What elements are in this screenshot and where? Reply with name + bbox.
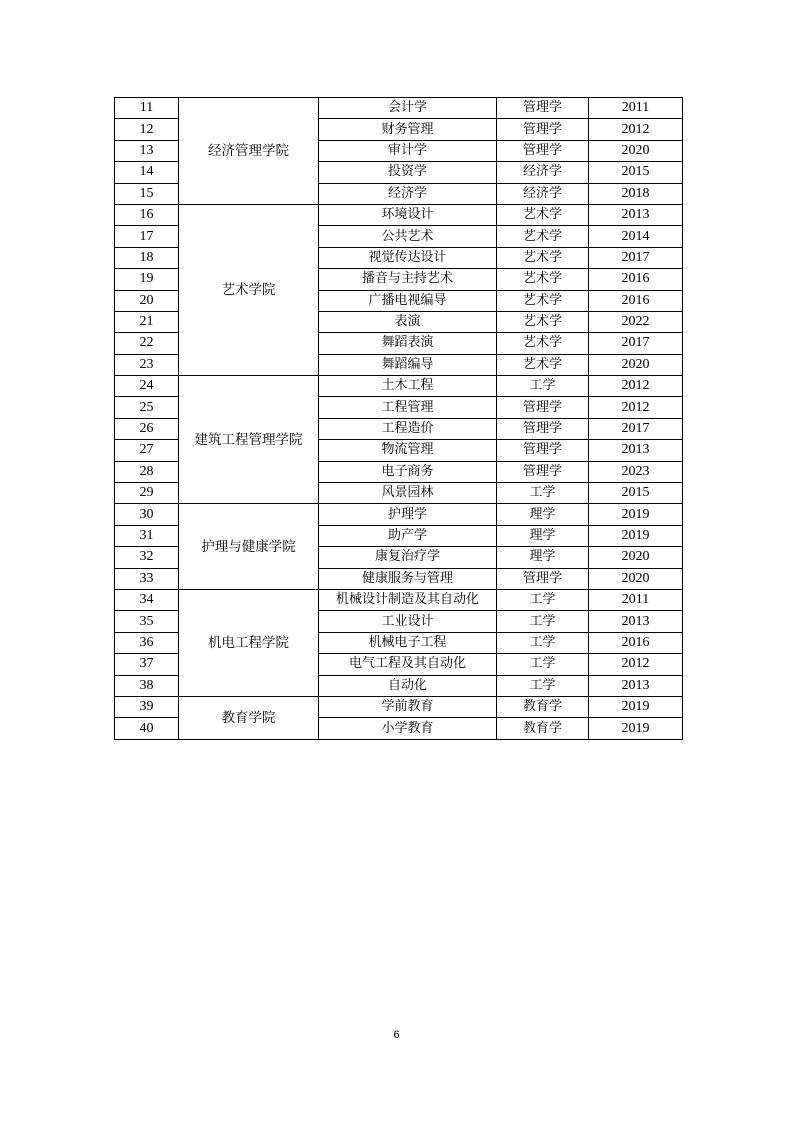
discipline-category-cell: 艺术学 <box>497 290 589 311</box>
serial-number-cell: 22 <box>115 333 179 354</box>
college-cell: 建筑工程管理学院 <box>179 376 319 504</box>
year-cell: 2013 <box>589 204 683 225</box>
discipline-category-cell: 经济学 <box>497 183 589 204</box>
major-cell: 健康服务与管理 <box>319 568 497 589</box>
discipline-category-cell: 工学 <box>497 654 589 675</box>
college-cell: 经济管理学院 <box>179 98 319 205</box>
major-cell: 小学教育 <box>319 718 497 739</box>
major-cell: 环境设计 <box>319 204 497 225</box>
year-cell: 2019 <box>589 718 683 739</box>
year-cell: 2015 <box>589 162 683 183</box>
serial-number-cell: 15 <box>115 183 179 204</box>
major-cell: 机械设计制造及其自动化 <box>319 589 497 610</box>
year-cell: 2019 <box>589 525 683 546</box>
year-cell: 2012 <box>589 376 683 397</box>
serial-number-cell: 18 <box>115 247 179 268</box>
year-cell: 2023 <box>589 461 683 482</box>
major-cell: 电气工程及其自动化 <box>319 654 497 675</box>
serial-number-cell: 27 <box>115 440 179 461</box>
major-cell: 审计学 <box>319 140 497 161</box>
year-cell: 2011 <box>589 589 683 610</box>
discipline-category-cell: 教育学 <box>497 696 589 717</box>
serial-number-cell: 32 <box>115 547 179 568</box>
serial-number-cell: 40 <box>115 718 179 739</box>
major-cell: 播音与主持艺术 <box>319 269 497 290</box>
serial-number-cell: 30 <box>115 504 179 525</box>
year-cell: 2016 <box>589 290 683 311</box>
discipline-category-cell: 工学 <box>497 632 589 653</box>
major-cell: 护理学 <box>319 504 497 525</box>
year-cell: 2020 <box>589 547 683 568</box>
serial-number-cell: 12 <box>115 119 179 140</box>
year-cell: 2017 <box>589 418 683 439</box>
major-cell: 风景园林 <box>319 483 497 504</box>
year-cell: 2013 <box>589 675 683 696</box>
discipline-category-cell: 工学 <box>497 611 589 632</box>
year-cell: 2019 <box>589 696 683 717</box>
year-cell: 2012 <box>589 119 683 140</box>
discipline-category-cell: 艺术学 <box>497 333 589 354</box>
discipline-category-cell: 管理学 <box>497 418 589 439</box>
majors-table-body <box>115 98 683 740</box>
serial-number-cell: 39 <box>115 696 179 717</box>
year-cell: 2016 <box>589 269 683 290</box>
table-row <box>115 98 683 119</box>
serial-number-cell: 14 <box>115 162 179 183</box>
college-cell: 机电工程学院 <box>179 589 319 696</box>
discipline-category-cell: 艺术学 <box>497 269 589 290</box>
discipline-category-cell: 艺术学 <box>497 247 589 268</box>
year-cell: 2013 <box>589 611 683 632</box>
serial-number-cell: 33 <box>115 568 179 589</box>
discipline-category-cell: 理学 <box>497 525 589 546</box>
serial-number-cell: 13 <box>115 140 179 161</box>
discipline-category-cell: 管理学 <box>497 461 589 482</box>
major-cell: 视觉传达设计 <box>319 247 497 268</box>
serial-number-cell: 17 <box>115 226 179 247</box>
discipline-category-cell: 工学 <box>497 675 589 696</box>
serial-number-cell: 34 <box>115 589 179 610</box>
major-cell: 工程造价 <box>319 418 497 439</box>
major-cell: 经济学 <box>319 183 497 204</box>
serial-number-cell: 19 <box>115 269 179 290</box>
major-cell: 助产学 <box>319 525 497 546</box>
discipline-category-cell: 艺术学 <box>497 354 589 375</box>
table-row <box>115 376 683 397</box>
serial-number-cell: 23 <box>115 354 179 375</box>
discipline-category-cell: 工学 <box>497 589 589 610</box>
serial-number-cell: 24 <box>115 376 179 397</box>
discipline-category-cell: 管理学 <box>497 440 589 461</box>
discipline-category-cell: 管理学 <box>497 140 589 161</box>
major-cell: 投资学 <box>319 162 497 183</box>
serial-number-cell: 25 <box>115 397 179 418</box>
major-cell: 学前教育 <box>319 696 497 717</box>
year-cell: 2017 <box>589 333 683 354</box>
major-cell: 财务管理 <box>319 119 497 140</box>
year-cell: 2020 <box>589 140 683 161</box>
discipline-category-cell: 工学 <box>497 483 589 504</box>
year-cell: 2017 <box>589 247 683 268</box>
serial-number-cell: 21 <box>115 311 179 332</box>
majors-table <box>114 97 683 740</box>
discipline-category-cell: 工学 <box>497 376 589 397</box>
discipline-category-cell: 经济学 <box>497 162 589 183</box>
year-cell: 2015 <box>589 483 683 504</box>
college-cell: 艺术学院 <box>179 204 319 375</box>
year-cell: 2018 <box>589 183 683 204</box>
discipline-category-cell: 艺术学 <box>497 311 589 332</box>
serial-number-cell: 28 <box>115 461 179 482</box>
major-cell: 康复治疗学 <box>319 547 497 568</box>
major-cell: 广播电视编导 <box>319 290 497 311</box>
major-cell: 土木工程 <box>319 376 497 397</box>
major-cell: 自动化 <box>319 675 497 696</box>
discipline-category-cell: 艺术学 <box>497 204 589 225</box>
serial-number-cell: 36 <box>115 632 179 653</box>
serial-number-cell: 20 <box>115 290 179 311</box>
table-row <box>115 204 683 225</box>
year-cell: 2012 <box>589 654 683 675</box>
major-cell: 表演 <box>319 311 497 332</box>
year-cell: 2020 <box>589 354 683 375</box>
year-cell: 2016 <box>589 632 683 653</box>
serial-number-cell: 11 <box>115 98 179 119</box>
table-row <box>115 696 683 717</box>
major-cell: 机械电子工程 <box>319 632 497 653</box>
discipline-category-cell: 理学 <box>497 547 589 568</box>
discipline-category-cell: 艺术学 <box>497 226 589 247</box>
major-cell: 工程管理 <box>319 397 497 418</box>
major-cell: 物流管理 <box>319 440 497 461</box>
major-cell: 公共艺术 <box>319 226 497 247</box>
year-cell: 2011 <box>589 98 683 119</box>
year-cell: 2019 <box>589 504 683 525</box>
serial-number-cell: 37 <box>115 654 179 675</box>
discipline-category-cell: 管理学 <box>497 119 589 140</box>
year-cell: 2020 <box>589 568 683 589</box>
year-cell: 2012 <box>589 397 683 418</box>
serial-number-cell: 38 <box>115 675 179 696</box>
major-cell: 会计学 <box>319 98 497 119</box>
discipline-category-cell: 理学 <box>497 504 589 525</box>
year-cell: 2022 <box>589 311 683 332</box>
major-cell: 电子商务 <box>319 461 497 482</box>
college-cell: 教育学院 <box>179 696 319 739</box>
year-cell: 2014 <box>589 226 683 247</box>
table-row <box>115 504 683 525</box>
serial-number-cell: 29 <box>115 483 179 504</box>
major-cell: 舞蹈表演 <box>319 333 497 354</box>
discipline-category-cell: 管理学 <box>497 98 589 119</box>
serial-number-cell: 31 <box>115 525 179 546</box>
discipline-category-cell: 教育学 <box>497 718 589 739</box>
major-cell: 舞蹈编导 <box>319 354 497 375</box>
major-cell: 工业设计 <box>319 611 497 632</box>
discipline-category-cell: 管理学 <box>497 568 589 589</box>
serial-number-cell: 35 <box>115 611 179 632</box>
page-number: 6 <box>393 1029 400 1041</box>
serial-number-cell: 26 <box>115 418 179 439</box>
year-cell: 2013 <box>589 440 683 461</box>
discipline-category-cell: 管理学 <box>497 397 589 418</box>
serial-number-cell: 16 <box>115 204 179 225</box>
table-row <box>115 589 683 610</box>
college-cell: 护理与健康学院 <box>179 504 319 590</box>
